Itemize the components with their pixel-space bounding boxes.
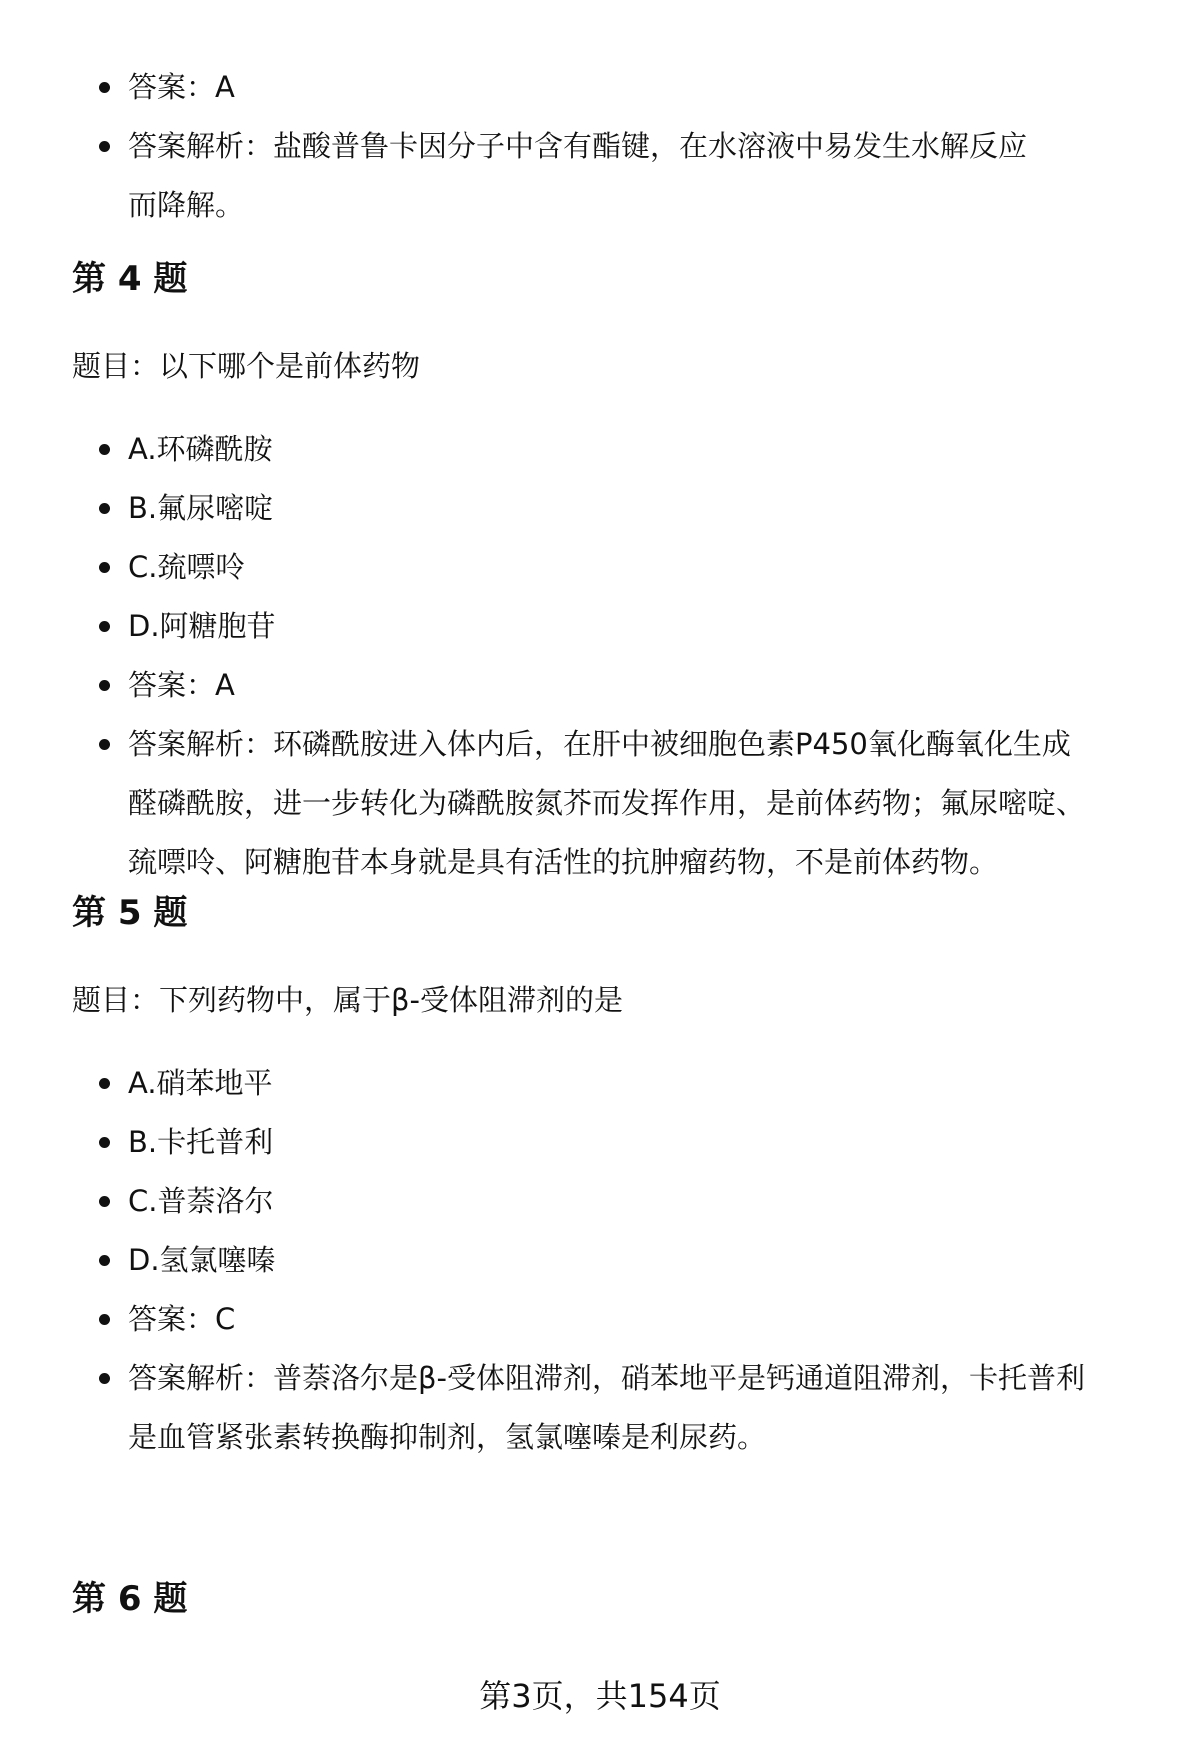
q4-option-c: C.巯嘌呤 (72, 538, 1162, 597)
q5-stem: 题目：下列药物中，属于β-受体阻滞剂的是 (72, 983, 623, 1017)
q4-answer: 答案：A (72, 656, 1162, 715)
q4-explanation: 答案解析：环磷酰胺进入体内后，在肝中被细胞色素P450氧化酶氧化生成醛磷酰胺，进一步转化为磷酰胺氮芥而发挥作用，是前体药物；氟尿嘧啶、巯嘌呤、阿糖胞苷本身就是具有活性的抗肿瘤药物，不是前体药物。 (72, 715, 1162, 892)
q4-option-b: B.氟尿嘧啶 (72, 479, 1162, 538)
q6-heading: 第 6 题 (72, 1579, 188, 1619)
q5-option-a: A.硝苯地平 (72, 1054, 1162, 1113)
q5-option-d: D.氢氯噻嗪 (72, 1231, 1162, 1290)
q5-option-c: C.普萘洛尔 (72, 1172, 1162, 1231)
q4-options-section (72, 420, 1162, 892)
q3-tail-section (72, 58, 1162, 235)
q4-option-a: A.环磷酰胺 (72, 420, 1162, 479)
q3-explanation: 答案解析：盐酸普鲁卡因分子中含有酯键，在水溶液中易发生水解反应而降解。 (72, 117, 1162, 235)
q4-list (72, 420, 1162, 892)
q5-options-section (72, 1054, 1162, 1467)
q4-option-d: D.阿糖胞苷 (72, 597, 1162, 656)
q3-tail-list (72, 58, 1162, 235)
q5-heading: 第 5 题 (72, 893, 188, 933)
q3-answer: 答案：A (72, 58, 1162, 117)
q5-explanation: 答案解析：普萘洛尔是β-受体阻滞剂，硝苯地平是钙通道阻滞剂，卡托普利是血管紧张素转换酶抑制剂，氢氯噻嗪是利尿药。 (72, 1349, 1162, 1467)
document-page (72, 0, 1162, 1700)
q5-list (72, 1054, 1162, 1467)
q5-answer: 答案：C (72, 1290, 1162, 1349)
q4-stem: 题目：以下哪个是前体药物 (72, 349, 421, 383)
page-footer: 第3页，共154页 (479, 1677, 721, 1715)
q4-heading: 第 4 题 (72, 259, 188, 299)
q5-option-b: B.卡托普利 (72, 1113, 1162, 1172)
